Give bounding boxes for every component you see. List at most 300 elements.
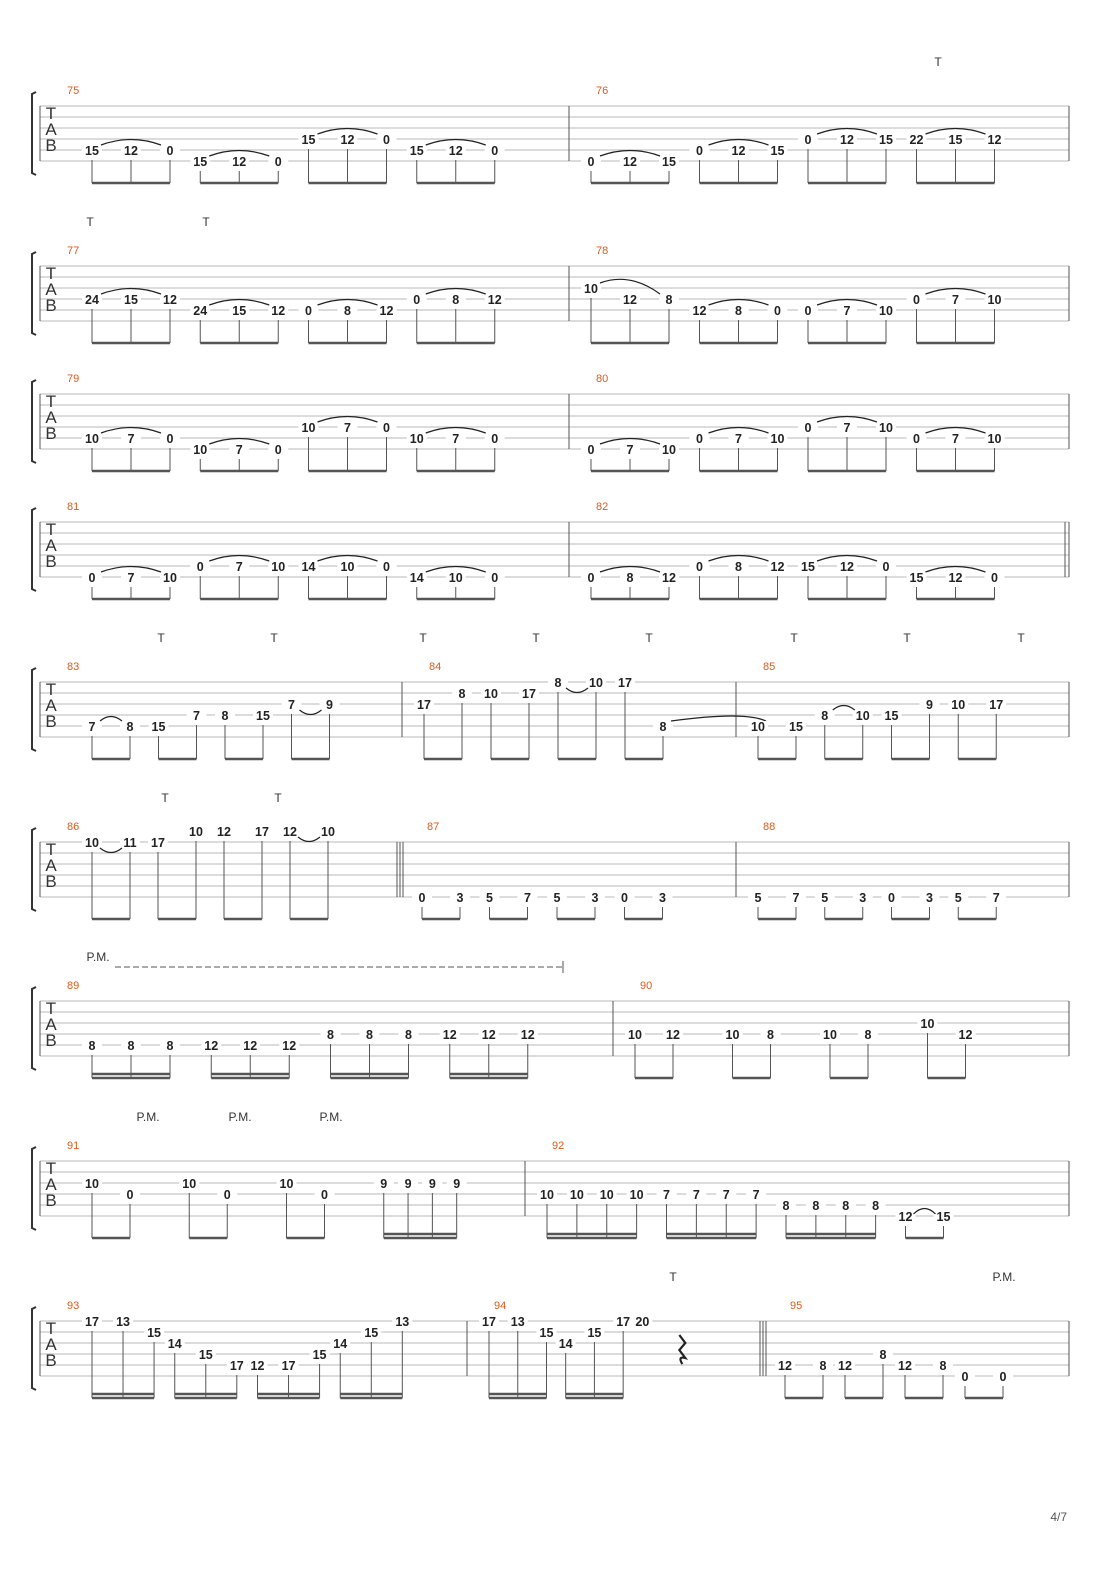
beat-group xyxy=(820,1028,878,1078)
fret-number: 12 xyxy=(448,144,463,158)
beat-group xyxy=(556,1315,634,1398)
beat-group xyxy=(214,825,272,919)
technique-annotation: T xyxy=(270,631,278,645)
fret-number: 15 xyxy=(232,304,247,318)
fret-number: 17 xyxy=(482,1315,496,1329)
fret-number: 10 xyxy=(770,432,785,446)
fret-number: 12 xyxy=(623,293,637,307)
fret-number: 0 xyxy=(305,304,312,318)
beat-group xyxy=(748,891,806,919)
fret-number: 12 xyxy=(958,1028,973,1042)
beat-group xyxy=(82,1315,164,1398)
measure-number: 88 xyxy=(763,821,776,833)
fret-number: 12 xyxy=(840,560,854,574)
measure-number: 95 xyxy=(790,1300,803,1312)
beat-group xyxy=(82,289,180,344)
fret-number: 12 xyxy=(987,133,1002,147)
beat-group xyxy=(179,1177,237,1238)
fret-number: 12 xyxy=(204,1039,219,1053)
fret-number: 8 xyxy=(842,1199,850,1213)
fret-number: 8 xyxy=(452,293,460,307)
tab-system xyxy=(32,1110,1069,1238)
fret-number: 12 xyxy=(379,304,394,318)
fret-number: 10 xyxy=(629,1188,644,1202)
measure-number: 80 xyxy=(596,373,609,385)
fret-number: 0 xyxy=(621,891,628,905)
tab-clef-letter: B xyxy=(45,552,57,571)
fret-number: 0 xyxy=(383,133,390,147)
tab-clef-letter: A xyxy=(45,856,57,875)
beat-group xyxy=(955,1370,1013,1398)
fret-number: 7 xyxy=(88,720,96,734)
technique-annotation: P.M. xyxy=(319,1110,343,1124)
beat-group xyxy=(82,1039,180,1078)
fret-number: 0 xyxy=(587,571,595,585)
fret-number: 8 xyxy=(819,1359,827,1373)
beat-group xyxy=(918,1017,976,1078)
fret-number: 0 xyxy=(166,432,174,446)
technique-annotation: T xyxy=(790,631,798,645)
fret-number: 10 xyxy=(321,825,335,839)
fret-number: 8 xyxy=(735,560,742,574)
tie xyxy=(100,717,122,722)
fret-number: 7 xyxy=(663,1188,670,1202)
beat-group xyxy=(280,825,338,919)
fret-number: 7 xyxy=(344,421,351,435)
measure-number: 78 xyxy=(596,245,609,257)
fret-number: 7 xyxy=(127,571,135,585)
beat-group xyxy=(282,698,340,759)
fret-number: 10 xyxy=(823,1028,837,1042)
technique-annotation: T xyxy=(532,631,540,645)
fret-number: 7 xyxy=(626,443,634,457)
fret-number: 10 xyxy=(340,560,355,574)
fret-number: 17 xyxy=(85,1315,99,1329)
technique-annotation: T xyxy=(157,631,165,645)
measure-number: 76 xyxy=(596,85,609,97)
technique-annotation: P.M. xyxy=(992,1270,1016,1284)
beat-group xyxy=(815,706,873,760)
fret-number: 12 xyxy=(232,155,247,169)
fret-number: 0 xyxy=(274,155,282,169)
fret-number: 0 xyxy=(804,304,812,318)
tab-system xyxy=(32,950,1069,1078)
measure-number: 83 xyxy=(67,661,80,673)
tab-clef-letter: B xyxy=(45,1031,57,1050)
system-bracket xyxy=(32,987,36,1070)
tab-clef-letter: B xyxy=(45,424,57,443)
fret-number: 10 xyxy=(85,1177,99,1191)
fret-number: 24 xyxy=(85,293,99,307)
fret-number: 0 xyxy=(774,304,781,318)
fret-number: 7 xyxy=(952,432,959,446)
fret-number: 8 xyxy=(879,1348,887,1362)
fret-number: 7 xyxy=(235,443,243,457)
beat-group xyxy=(299,417,397,472)
fret-number: 15 xyxy=(770,144,785,158)
fret-number: 10 xyxy=(163,571,177,585)
beat-group xyxy=(907,567,1005,600)
fret-number: 12 xyxy=(520,1028,535,1042)
fret-number: 8 xyxy=(405,1028,412,1042)
fret-number: 15 xyxy=(124,293,138,307)
fret-number: 12 xyxy=(442,1028,457,1042)
beat-group xyxy=(190,439,288,472)
fret-number: 7 xyxy=(722,1188,730,1202)
technique-annotation: T xyxy=(669,1270,677,1284)
fret-number: 8 xyxy=(166,1039,174,1053)
beat-group xyxy=(882,891,940,919)
technique-annotation: T xyxy=(1017,631,1025,645)
fret-number: 12 xyxy=(838,1359,852,1373)
beat-group xyxy=(215,709,273,759)
fret-number: 14 xyxy=(301,560,316,574)
fret-number: 12 xyxy=(271,304,286,318)
fret-number: 8 xyxy=(782,1199,790,1213)
tab-system xyxy=(32,215,1069,343)
fret-number: 3 xyxy=(859,891,867,905)
fret-number: 0 xyxy=(491,432,499,446)
beat-group xyxy=(481,687,539,759)
fret-number: 8 xyxy=(872,1199,880,1213)
fret-number: 10 xyxy=(279,1177,294,1191)
fret-number: 12 xyxy=(481,1028,496,1042)
fret-number: 8 xyxy=(864,1028,872,1042)
fret-number: 10 xyxy=(879,421,893,435)
fret-number: 12 xyxy=(217,825,231,839)
measure-number: 79 xyxy=(67,373,80,385)
tie xyxy=(566,688,588,693)
fret-number: 0 xyxy=(991,571,998,585)
tab-system xyxy=(32,631,1069,759)
tie xyxy=(298,837,320,842)
technique-annotation: T xyxy=(934,55,942,69)
fret-number: 12 xyxy=(250,1359,265,1373)
fret-number: 8 xyxy=(735,304,742,318)
technique-annotation: T xyxy=(645,631,653,645)
technique-annotation: T xyxy=(903,631,911,645)
fret-number: 17 xyxy=(281,1359,296,1373)
tab-clef-letter: T xyxy=(45,1319,57,1338)
fret-number: 7 xyxy=(692,1188,700,1202)
fret-number: 10 xyxy=(599,1188,614,1202)
beat-group xyxy=(835,1348,893,1398)
beat-group xyxy=(907,289,1005,344)
tab-clef-letter: T xyxy=(45,104,57,123)
tab-clef-letter: A xyxy=(45,536,57,555)
fret-number: 0 xyxy=(696,560,703,574)
fret-number: 15 xyxy=(879,133,893,147)
fret-number: 10 xyxy=(409,432,424,446)
tab-system xyxy=(32,1270,1069,1398)
technique-annotation: P.M. xyxy=(86,950,110,964)
fret-number: 8 xyxy=(327,1028,334,1042)
technique-annotation: T xyxy=(274,791,282,805)
fret-number: 3 xyxy=(659,891,666,905)
fret-number: 0 xyxy=(587,443,595,457)
tab-clef-letter: A xyxy=(45,408,57,427)
beat-group xyxy=(299,129,397,184)
beat-group xyxy=(948,698,1006,759)
tab-clef-letter: A xyxy=(45,1335,57,1354)
fret-number: 10 xyxy=(951,698,966,712)
fret-number: 12 xyxy=(778,1359,792,1373)
fret-number: 12 xyxy=(283,825,297,839)
beat-group xyxy=(907,129,1005,184)
system-bracket xyxy=(32,92,36,175)
fret-number: 15 xyxy=(789,720,803,734)
system-bracket xyxy=(32,828,36,911)
fret-number: 14 xyxy=(409,571,424,585)
fret-number: 0 xyxy=(804,421,812,435)
fret-number: 10 xyxy=(484,687,498,701)
fret-number: 5 xyxy=(954,891,962,905)
fret-number: 17 xyxy=(151,836,165,850)
beat-group xyxy=(374,1177,467,1238)
beat-group xyxy=(657,1188,767,1238)
fret-number: 13 xyxy=(395,1315,410,1329)
measure-number: 92 xyxy=(552,1140,565,1152)
fret-number: 10 xyxy=(85,836,99,850)
beat-group xyxy=(948,891,1006,919)
quarter-rest xyxy=(679,1335,685,1364)
fret-number: 8 xyxy=(554,676,562,690)
measure-number: 75 xyxy=(67,85,80,97)
fret-number: 7 xyxy=(127,432,135,446)
measure-number: 94 xyxy=(494,1300,507,1312)
fret-number: 15 xyxy=(364,1326,379,1340)
beat-group xyxy=(798,129,896,184)
fret-number: 15 xyxy=(312,1348,327,1362)
beat-group xyxy=(82,567,180,600)
fret-number: 10 xyxy=(85,432,99,446)
beat-group xyxy=(548,676,606,759)
fret-number: 10 xyxy=(751,720,765,734)
fret-number: 11 xyxy=(123,836,137,850)
tie xyxy=(300,710,322,715)
fret-number: 15 xyxy=(801,560,815,574)
tab-system xyxy=(32,373,1069,471)
fret-number: 14 xyxy=(558,1337,573,1351)
fret-number: 12 xyxy=(662,571,676,585)
technique-annotation: T xyxy=(419,631,427,645)
fret-number: 0 xyxy=(418,891,426,905)
measure-number: 90 xyxy=(640,980,653,992)
fret-number: 7 xyxy=(452,432,460,446)
fret-number: 10 xyxy=(589,676,603,690)
slide-slur xyxy=(914,1209,936,1215)
fret-number: 7 xyxy=(524,891,531,905)
fret-number: 13 xyxy=(116,1315,130,1329)
measure-number: 77 xyxy=(67,245,80,257)
fret-number: 15 xyxy=(539,1326,554,1340)
measure-number: 86 xyxy=(67,821,80,833)
tab-clef-letter: T xyxy=(45,520,57,539)
fret-number: 0 xyxy=(383,560,390,574)
tab-clef-letter: A xyxy=(45,1015,57,1034)
measure-number: 89 xyxy=(67,980,80,992)
fret-number: 10 xyxy=(725,1028,740,1042)
fret-number: 12 xyxy=(898,1359,912,1373)
fret-number: 20 xyxy=(635,1315,650,1329)
fret-number: 8 xyxy=(88,1039,96,1053)
tab-clef-letter: T xyxy=(45,999,57,1018)
fret-number: 17 xyxy=(229,1359,244,1373)
fret-number: 15 xyxy=(193,155,208,169)
fret-number: 8 xyxy=(767,1028,774,1042)
technique-annotation: P.M. xyxy=(136,1110,160,1124)
fret-number: 0 xyxy=(88,571,96,585)
fret-number: 10 xyxy=(879,304,893,318)
fret-number: 7 xyxy=(952,293,959,307)
fret-number: 9 xyxy=(326,698,333,712)
tab-clef-letter: T xyxy=(45,840,57,859)
beat-group xyxy=(414,687,472,759)
fret-number: 0 xyxy=(999,1370,1007,1384)
fret-number: 15 xyxy=(936,1210,951,1224)
fret-number: 0 xyxy=(961,1370,969,1384)
beat-group xyxy=(248,1348,330,1398)
fret-number: 0 xyxy=(882,560,890,574)
fret-number: 8 xyxy=(939,1359,947,1373)
system-bracket xyxy=(32,508,36,591)
beat-group xyxy=(330,1315,412,1398)
tab-clef-letter: A xyxy=(45,280,57,299)
fret-number: 8 xyxy=(366,1028,373,1042)
beat-group xyxy=(547,891,605,919)
fret-number: 12 xyxy=(898,1210,913,1224)
beat-group xyxy=(625,1028,683,1078)
measure-number: 82 xyxy=(596,501,609,513)
technique-annotation: T xyxy=(202,215,210,229)
fret-number: 0 xyxy=(491,144,499,158)
tab-clef-letter: B xyxy=(45,1351,57,1370)
fret-number: 9 xyxy=(428,1177,436,1191)
fret-number: 0 xyxy=(587,155,595,169)
fret-number: 8 xyxy=(126,720,134,734)
fret-number: 0 xyxy=(383,421,390,435)
fret-number: 0 xyxy=(196,560,204,574)
beat-group xyxy=(82,717,140,760)
fret-number: 12 xyxy=(340,133,355,147)
fret-number: 10 xyxy=(855,709,870,723)
tab-clef-letter: T xyxy=(45,1159,57,1178)
tab-clef-letter: B xyxy=(45,872,57,891)
fret-number: 0 xyxy=(696,432,703,446)
fret-number: 7 xyxy=(752,1188,760,1202)
fret-number: 17 xyxy=(522,687,536,701)
beat-group xyxy=(815,891,873,919)
tab-clef-letter: T xyxy=(45,264,57,283)
beat-group xyxy=(798,417,896,472)
fret-number: 7 xyxy=(288,698,295,712)
fret-number: 15 xyxy=(151,720,166,734)
fret-number: 15 xyxy=(662,155,676,169)
technique-annotation: T xyxy=(161,791,169,805)
fret-number: 5 xyxy=(821,891,829,905)
tab-clef-letter: T xyxy=(45,392,57,411)
fret-number: 12 xyxy=(487,293,502,307)
fret-number: 7 xyxy=(235,560,243,574)
fret-number: 0 xyxy=(913,293,920,307)
fret-number: 0 xyxy=(126,1188,134,1202)
beat-group xyxy=(537,1188,647,1238)
technique-annotation: T xyxy=(86,215,94,229)
fret-number: 9 xyxy=(380,1177,388,1191)
fret-number: 17 xyxy=(618,676,632,690)
fret-number: 13 xyxy=(510,1315,525,1329)
tab-system xyxy=(32,501,1069,599)
tab-clef-letter: B xyxy=(45,136,57,155)
fret-number: 15 xyxy=(147,1326,162,1340)
fret-number: 15 xyxy=(85,144,99,158)
beat-group xyxy=(321,1028,419,1078)
fret-number: 7 xyxy=(735,432,742,446)
beat-group xyxy=(480,891,538,919)
beat-group xyxy=(82,1177,140,1238)
fret-number: 12 xyxy=(623,155,637,169)
fret-number: 0 xyxy=(913,432,920,446)
fret-number: 15 xyxy=(587,1326,602,1340)
measure-number: 84 xyxy=(429,661,442,673)
fret-number: 10 xyxy=(448,571,463,585)
fret-number: 0 xyxy=(804,133,812,147)
fret-number: 8 xyxy=(821,709,829,723)
fret-number: 7 xyxy=(792,891,800,905)
fret-number: 5 xyxy=(754,891,762,905)
beat-group xyxy=(723,1028,781,1078)
fret-number: 3 xyxy=(456,891,464,905)
beat-group xyxy=(149,709,207,759)
fret-number: 8 xyxy=(659,720,667,734)
fret-number: 0 xyxy=(413,293,421,307)
system-bracket xyxy=(32,1307,36,1390)
fret-number: 10 xyxy=(569,1188,584,1202)
fret-number: 10 xyxy=(584,282,598,296)
measure-number: 91 xyxy=(67,1140,80,1152)
fret-number: 8 xyxy=(626,571,634,585)
fret-number: 0 xyxy=(888,891,895,905)
fret-number: 10 xyxy=(920,1017,935,1031)
fret-number: 10 xyxy=(540,1188,554,1202)
fret-number: 8 xyxy=(458,687,466,701)
tie xyxy=(833,706,855,711)
fret-number: 8 xyxy=(344,304,351,318)
fret-number: 15 xyxy=(198,1348,213,1362)
fret-number: 14 xyxy=(333,1337,348,1351)
fret-number: 8 xyxy=(127,1039,135,1053)
fret-number: 12 xyxy=(948,571,963,585)
fret-number: 15 xyxy=(909,571,924,585)
tab-clef-letter: A xyxy=(45,1175,57,1194)
beat-group xyxy=(632,1315,685,1364)
beat-group xyxy=(896,1209,954,1239)
system-bracket xyxy=(32,668,36,751)
beat-group xyxy=(479,1315,557,1398)
fret-number: 8 xyxy=(221,709,229,723)
fret-number: 17 xyxy=(616,1315,631,1329)
fret-number: 17 xyxy=(255,825,269,839)
fret-number: 12 xyxy=(243,1039,258,1053)
fret-number: 0 xyxy=(491,571,499,585)
page-number: 4/7 xyxy=(1050,1510,1067,1524)
beat-group xyxy=(581,279,679,343)
slur xyxy=(600,279,660,294)
measure-number: 85 xyxy=(763,661,776,673)
fret-number: 9 xyxy=(926,698,933,712)
fret-number: 5 xyxy=(486,891,493,905)
fret-number: 15 xyxy=(409,144,424,158)
